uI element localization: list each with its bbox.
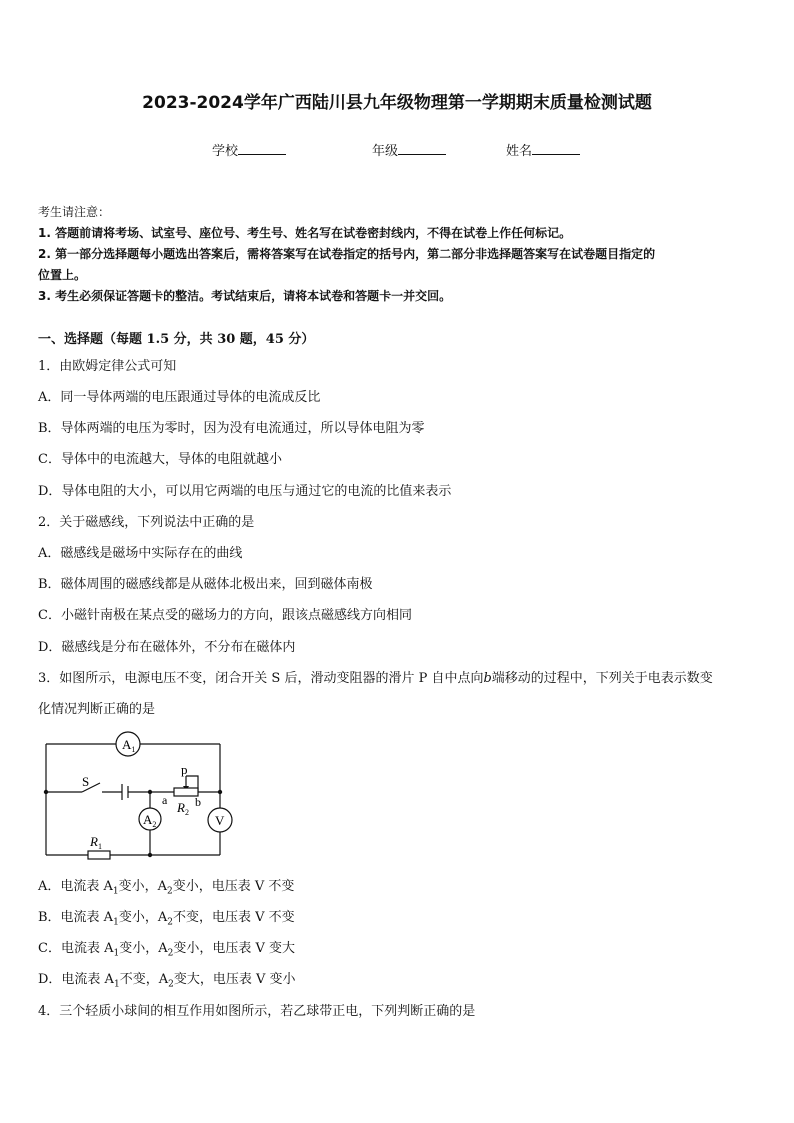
notice-heading: 考生请注意：	[38, 205, 111, 219]
q1-option-b: B．导体两端的电压为零时，因为没有电流通过，所以导体电阻为零	[38, 421, 425, 436]
name-field: 姓名	[506, 140, 580, 159]
label-r1: $R_1$	[90, 834, 102, 851]
section-heading: 一、选择题（每题 1.5 分，共 30 题，45 分）	[38, 332, 315, 347]
exam-title: 2023-2024学年广西陆川县九年级物理第一学期期末质量检测试题	[142, 93, 652, 113]
notice-item-2: 2. 第一部分选择题每小题选出答案后，需将答案写在试卷指定的括号内，第二部分非选择题答案写在试卷题目指定的	[38, 247, 656, 261]
q2-option-d: D．磁感线是分布在磁体外，不分布在磁体内	[38, 640, 296, 655]
label-p: p	[181, 762, 188, 777]
label-s: S	[82, 774, 90, 789]
notice-item-2-cont: 位置上。	[38, 268, 87, 282]
q3-stem: 3．如图所示，电源电压不变，闭合开关 S 后，滑动变阻器的滑片 P 自中点向b端移动的过程中，下列关于电表示数变	[38, 671, 713, 686]
label-a2: $A_2$	[143, 812, 157, 829]
notice-item-1: 1. 答题前请将考场、试室号、座位号、考生号、姓名写在试卷密封线内，不得在试卷上作任何标记。	[38, 226, 572, 240]
q1-option-d: D．导体电阻的大小，可以用它两端的电压与通过它的电流的比值来表示	[38, 484, 452, 499]
q3-option-a: A．电流表 $A_1$变小，$A_2$变小，电压表 V 不变	[38, 879, 295, 897]
junction-dot	[218, 790, 222, 794]
label-b-end: b	[195, 795, 201, 809]
school-field: 学校	[212, 140, 286, 159]
label-v: V	[215, 813, 225, 828]
resistor-r1	[88, 851, 110, 859]
q3-option-d: D．电流表 $A_1$不变，$A_2$变大，电压表 V 变小	[38, 972, 296, 990]
q3-option-c: C．电流表 $A_1$变小，$A_2$变小，电压表 V 变大	[38, 941, 295, 959]
label-a-end: a	[162, 793, 168, 807]
junction-dot	[44, 790, 48, 794]
notice-item-3: 3. 考生必须保证答题卡的整洁。考试结束后，请将本试卷和答题卡一并交回。	[38, 289, 452, 303]
junction-dot	[148, 853, 152, 857]
q4-stem: 4．三个轻质小球间的相互作用如图所示，若乙球带正电，下列判断正确的是	[38, 1004, 476, 1019]
q1-option-a: A．同一导体两端的电压跟通过导体的电流成反比	[38, 390, 321, 405]
label-a1: $A_1$	[122, 737, 136, 754]
q3-option-b: B．电流表 $A_1$变小，$A_2$不变，电压表 V 不变	[38, 910, 295, 928]
q1-option-c: C．导体中的电流越大，导体的电阻就越小	[38, 452, 282, 467]
q1-stem: 1．由欧姆定律公式可知	[38, 359, 177, 374]
q2-option-c: C．小磁针南极在某点受的磁场力的方向，跟该点磁感线方向相同	[38, 608, 412, 623]
q2-stem: 2．关于磁感线，下列说法中正确的是	[38, 515, 255, 530]
label-r2: $R_2$	[177, 800, 189, 817]
junction-dot	[148, 790, 152, 794]
grade-field: 年级	[372, 140, 446, 159]
q2-option-a: A．磁感线是磁场中实际存在的曲线	[38, 546, 243, 561]
circuit-diagram	[40, 728, 240, 860]
q3-stem-cont: 化情况判断正确的是	[38, 702, 156, 717]
q2-option-b: B．磁体周围的磁感线都是从磁体北极出来，回到磁体南极	[38, 577, 373, 592]
